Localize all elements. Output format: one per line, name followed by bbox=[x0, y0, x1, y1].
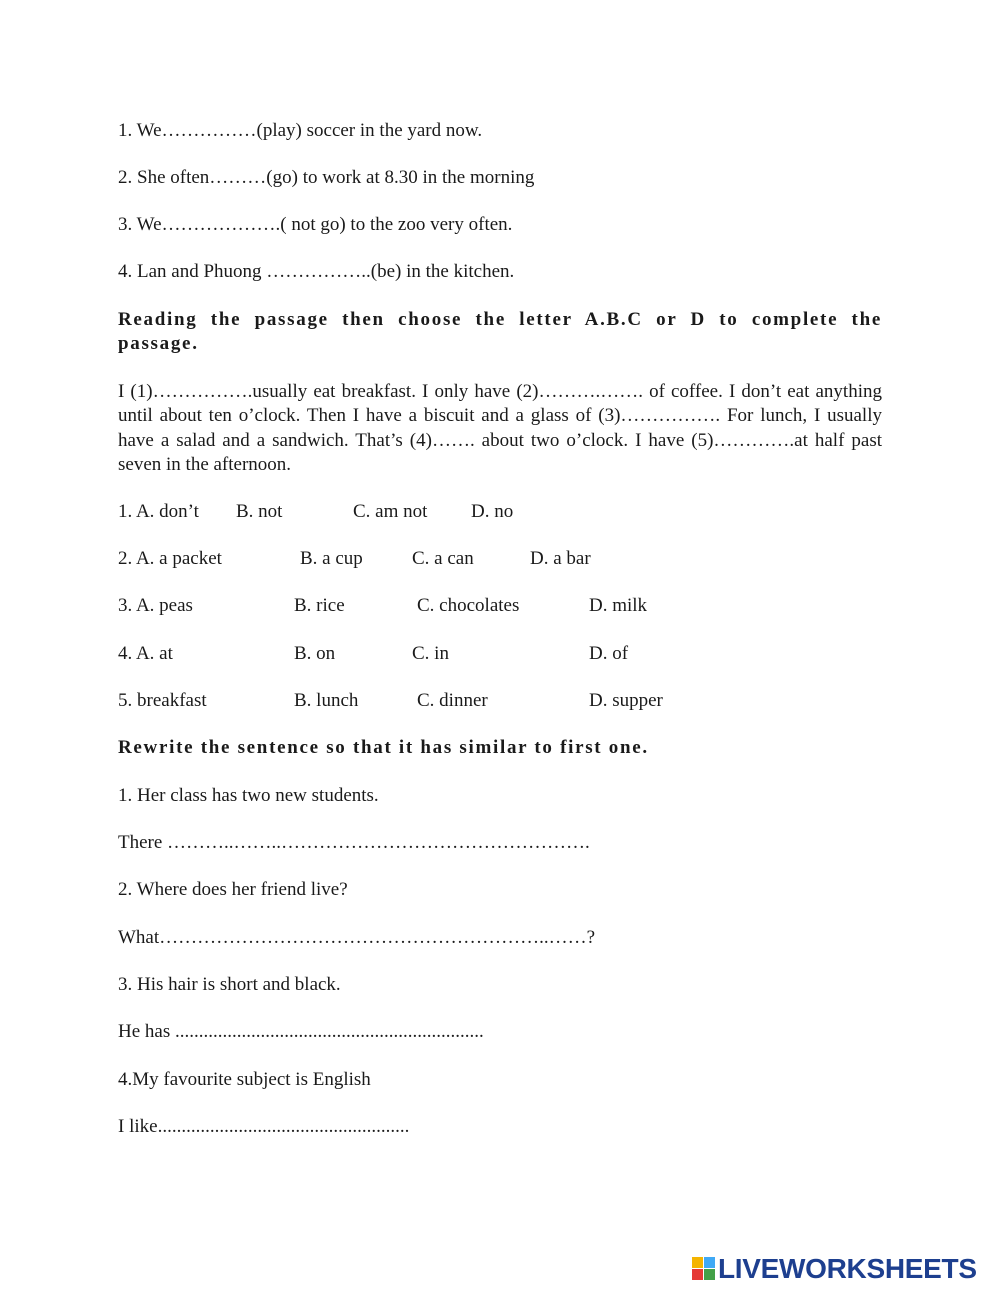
option-5d: D. supper bbox=[589, 690, 663, 711]
option-3d: D. milk bbox=[589, 595, 648, 616]
option-4a: 4. A. at bbox=[118, 643, 173, 664]
option-3c: C. chocolates bbox=[417, 595, 520, 616]
option-4c: C. in bbox=[412, 643, 449, 664]
verb-question-3: 3. We……………….( not go) to the zoo very often. bbox=[118, 214, 513, 235]
logo-square-icon bbox=[704, 1257, 715, 1268]
verb-question-1: 1. We……………(play) soccer in the yard now. bbox=[118, 120, 483, 141]
option-2a: 2. A. a packet bbox=[118, 548, 222, 569]
option-4b: B. on bbox=[294, 643, 336, 664]
option-1c: C. am not bbox=[353, 501, 428, 522]
option-2d: D. a bar bbox=[530, 548, 591, 569]
logo-text: LIVEWORKSHEETS bbox=[718, 1253, 977, 1284]
rewrite-prompt-3: 3. His hair is short and black. bbox=[118, 974, 341, 995]
logo-square-icon bbox=[704, 1269, 715, 1280]
option-5a: 5. breakfast bbox=[118, 690, 207, 711]
rewrite-prompt-4: 4.My favourite subject is English bbox=[118, 1069, 371, 1090]
verb-question-2: 2. She often………(go) to work at 8.30 in the morning bbox=[118, 167, 535, 188]
rewrite-answer-1: There ………..……..…………………………………………. bbox=[118, 832, 590, 853]
rewrite-heading: Rewrite the sentence so that it has similar to first one. bbox=[118, 737, 649, 758]
option-5c: C. dinner bbox=[417, 690, 488, 711]
option-3b: B. rice bbox=[294, 595, 345, 616]
logo-square-icon bbox=[692, 1269, 703, 1280]
logo-mark-icon bbox=[692, 1257, 716, 1281]
liveworksheets-logo bbox=[692, 1254, 992, 1284]
verb-question-4: 4. Lan and Phuong ……………..(be) in the kitchen. bbox=[118, 261, 515, 282]
option-4d: D. of bbox=[589, 643, 629, 664]
option-1d: D. no bbox=[471, 501, 514, 522]
rewrite-answer-3: He has ................................................................. bbox=[118, 1021, 484, 1042]
logo-square-icon bbox=[692, 1257, 703, 1268]
option-1a: 1. A. don’t bbox=[118, 501, 199, 522]
option-1b: B. not bbox=[236, 501, 283, 522]
option-2c: C. a can bbox=[412, 548, 474, 569]
rewrite-answer-4: I like..................................................... bbox=[118, 1116, 410, 1137]
reading-passage: I (1)…………….usually eat breakfast. I only have (2)……….……. of coffee. I don’t eat anything until about ten o’clock. Then I have a biscuit and a glass of (3)……………. For lunch, I usually have a salad and a sandwich. That’s (4)……. about two o’clock. I have (5)………….at half past seven in the afternoon. bbox=[118, 381, 882, 475]
option-5b: B. lunch bbox=[294, 690, 359, 711]
reading-heading: Reading the passage then choose the letter A.B.C or D to complete the passage. bbox=[118, 309, 882, 354]
rewrite-answer-2: What……………………………………………………..……? bbox=[118, 927, 596, 948]
option-2b: B. a cup bbox=[300, 548, 363, 569]
rewrite-prompt-2: 2. Where does her friend live? bbox=[118, 879, 348, 900]
rewrite-prompt-1: 1. Her class has two new students. bbox=[118, 785, 379, 806]
option-3a: 3. A. peas bbox=[118, 595, 193, 616]
